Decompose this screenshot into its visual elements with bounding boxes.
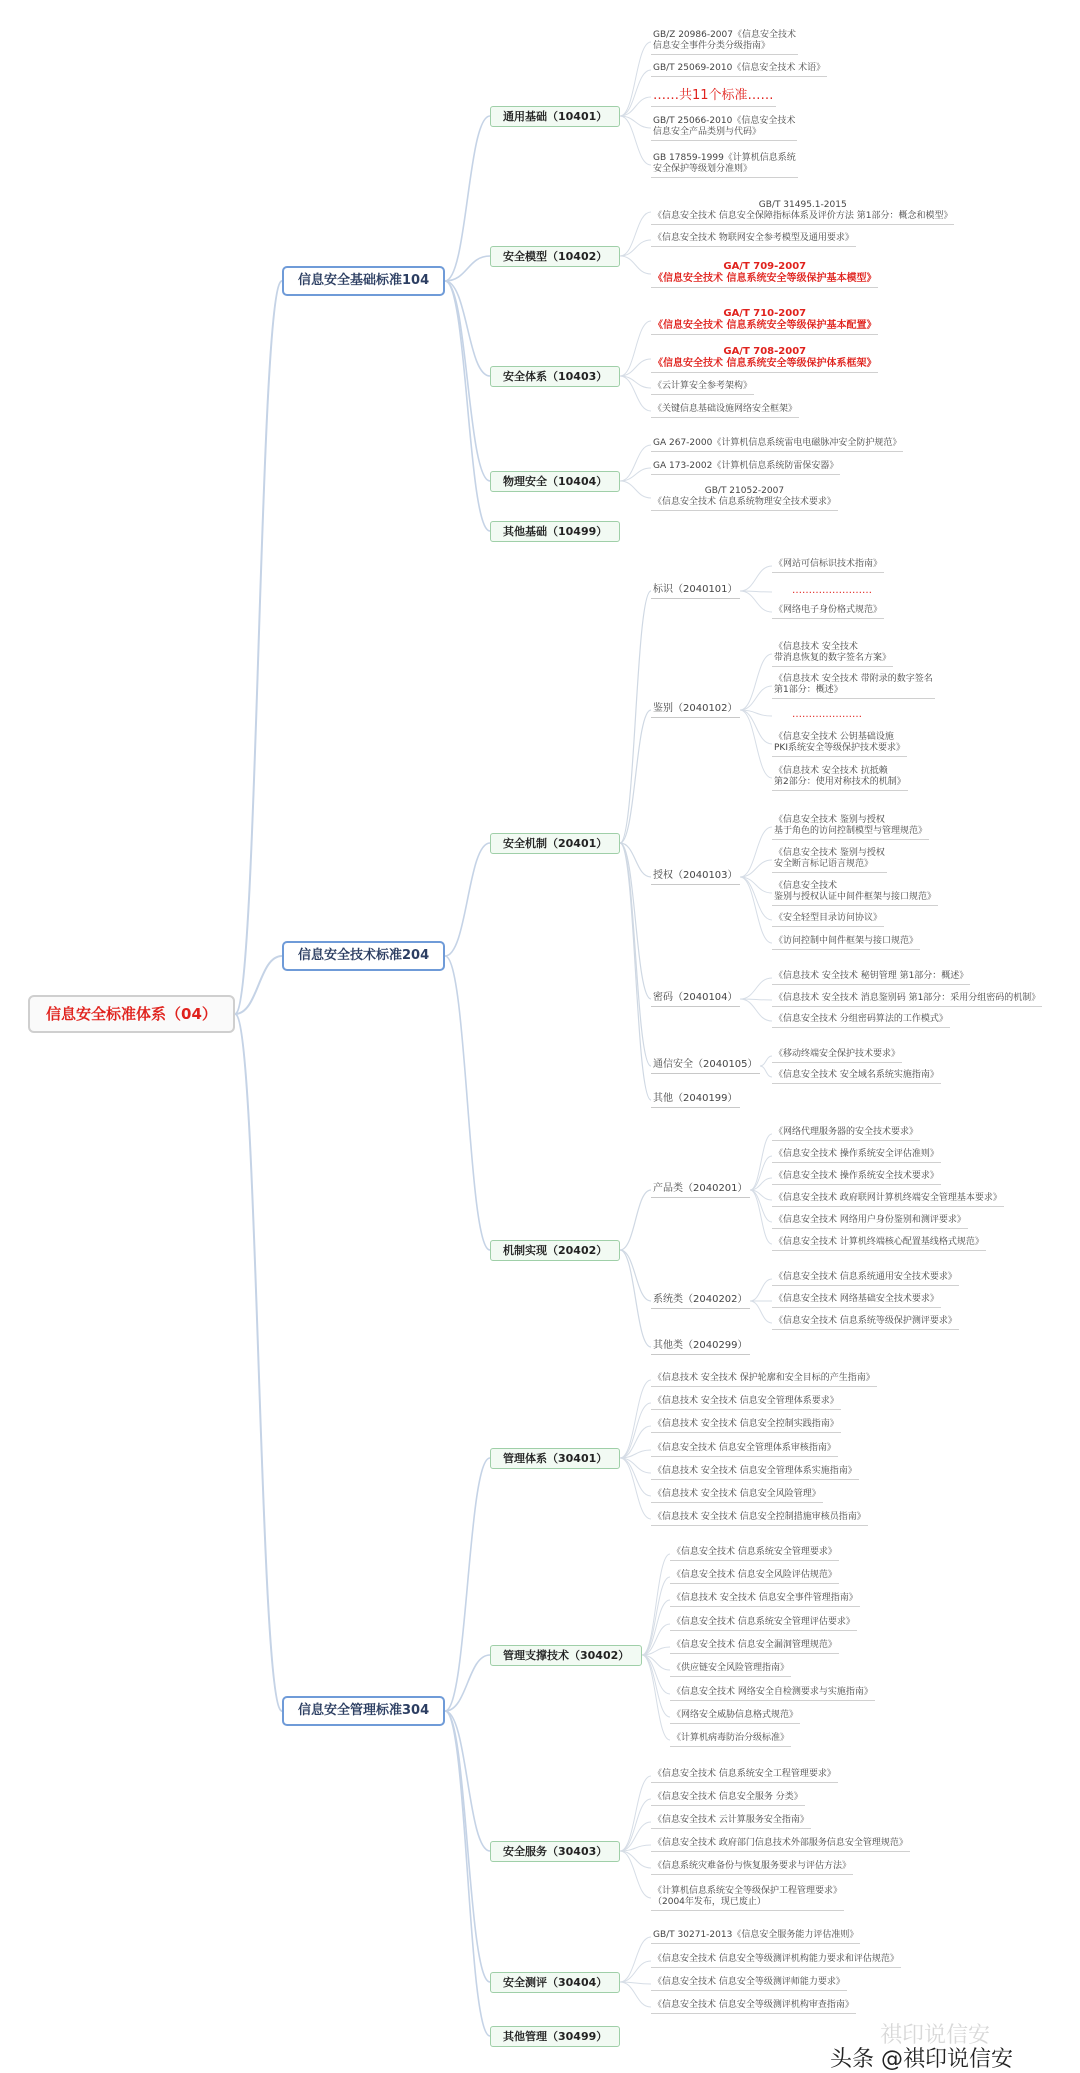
connector-line [750,1190,772,1244]
connector-line [642,1655,670,1717]
connector-line [620,1799,651,1851]
standard-item: 《计算机病毒防治分级标准》 [670,1733,791,1747]
category-node[interactable]: 安全机制（20401） [490,833,620,854]
branch-node[interactable]: 信息安全技术标准204 [282,941,445,971]
connector-line [740,827,772,877]
standard-item: GB/T 25066-2010《信息安全技术 信息安全产品类别与代码》 [651,116,797,141]
connector-line [620,42,651,116]
connector-line [750,1134,772,1190]
connector-line [445,1711,490,2036]
connector-line [620,710,651,843]
connector-line [445,281,490,481]
subcategory-node[interactable]: 标识（2040101） [651,584,740,599]
standard-item: 《信息技术 安全技术 消息鉴别码 第1部分：采用分组密码的机制》 [772,993,1042,1007]
category-node[interactable]: 其他基础（10499） [490,521,620,542]
standard-item: 《安全轻型目录访问协议》 [772,913,884,927]
standard-item: 《信息安全技术 政府联网计算机终端安全管理基本要求》 [772,1193,1004,1207]
standard-item: 《信息安全技术 政府部门信息技术外部服务信息安全管理规范》 [651,1838,910,1852]
connector-line [620,240,651,256]
standard-item: 《信息安全技术 操作系统安全技术要求》 [772,1171,941,1185]
standard-item: 《访问控制中间件框架与接口规范》 [772,936,920,950]
connector-line [760,1066,772,1077]
watermark-faint: 祺印说信安 [880,2023,991,2048]
subcategory-node[interactable]: 鉴别（2040102） [651,703,740,718]
standard-item: 《供应链安全风险管理指南》 [670,1663,791,1677]
standard-item: 《信息安全技术 鉴别与授权 安全断言标记语言规范》 [772,848,887,873]
standard-item: 《网络安全威胁信息格式规范》 [670,1710,800,1724]
standard-item: GA 173-2002《计算机信息系统防雷保安器》 [651,461,840,475]
standard-item: …………………… [792,585,872,596]
standard-item: 《信息安全技术 信息系统通用安全技术要求》 [772,1272,959,1286]
connector-line [642,1577,670,1655]
subcategory-node[interactable]: 其他（2040199） [651,1093,740,1108]
standard-item: 《信息系统灾难备份与恢复服务要求与评估方法》 [651,1861,853,1875]
category-node[interactable]: 其他管理（30499） [490,2026,620,2047]
standard-item: GB/T 25069-2010《信息安全技术 术语》 [651,63,827,77]
connector-line [445,281,490,531]
standard-item: 《信息技术 安全技术 信息安全管理体系要求》 [651,1396,841,1410]
subcategory-node[interactable]: 产品类（2040201） [651,1183,750,1198]
standard-item: 《关键信息基础设施网络安全框架》 [651,404,799,418]
connector-line [620,256,651,274]
connector-line [445,1711,490,1851]
connector-line [620,116,651,165]
standard-item: GB/T 31495.1-2015 《信息安全技术 信息安全保障指标体系及评价方法 第1部分：概念和模型》 [651,200,954,225]
standard-item: ………………… [792,709,862,720]
connector-line [760,1056,772,1066]
standard-item: GA/T 710-2007 《信息安全技术 信息系统安全等级保护基本配置》 [651,308,878,335]
connector-line [235,281,282,1014]
standard-item: 《信息安全技术 网络用户身份鉴别和测评要求》 [772,1215,968,1229]
standard-item: GA/T 709-2007 《信息安全技术 信息系统安全等级保护基本模型》 [651,261,878,288]
standard-item: 《信息安全技术 云计算服务安全指南》 [651,1815,811,1829]
standard-item: GB/Z 20986-2007《信息安全技术 信息安全事件分类分级指南》 [651,30,798,55]
connector-line [740,591,772,612]
standard-item: 《计算机信息系统安全等级保护工程管理要求》 （2004年发布，现已废止） [651,1886,844,1911]
standard-item: 《信息技术 安全技术 秘钥管理 第1部分：概述》 [772,971,970,985]
connector-line [620,212,651,256]
standard-item: 《信息安全技术 鉴别与授权认证中间件框架与接口规范》 [772,881,938,906]
standard-item: 《信息安全技术 信息安全漏洞管理规范》 [670,1640,839,1654]
connector-line [740,877,772,943]
standard-item: 《移动终端安全保护技术要求》 [772,1049,902,1063]
standard-item: 《信息技术 安全技术 信息安全风险管理》 [651,1489,823,1503]
connector-line [620,376,651,411]
standard-item: 《信息安全技术 网络基础安全技术要求》 [772,1294,941,1308]
branch-node[interactable]: 信息安全基础标准104 [282,266,445,296]
standard-item: 《信息安全技术 信息安全风险评估规范》 [670,1570,839,1584]
connector-line [620,591,651,843]
standard-item: 《信息安全技术 信息系统安全管理要求》 [670,1547,839,1561]
standard-item: GB/T 30271-2013《信息安全服务能力评估准则》 [651,1930,860,1944]
connector-line [445,956,490,1250]
connector-line [740,978,772,999]
standard-item: 《信息安全技术 物联网安全参考模型及通用要求》 [651,233,856,247]
connector-line [642,1600,670,1655]
standard-item: 《网站可信标识技术指南》 [772,559,884,573]
standard-item: 《网络电子身份格式规范》 [772,605,884,619]
connector-line [620,1458,651,1519]
connector-line [620,1961,651,1982]
category-node[interactable]: 机制实现（20402） [490,1240,620,1261]
standard-item: 《信息安全技术 信息系统安全管理评估要求》 [670,1617,857,1631]
connector-line [620,1982,651,2007]
category-node[interactable]: 管理支撑技术（30402） [490,1645,642,1666]
connector-line [445,281,490,376]
standard-item: 《信息安全技术 信息安全等级测评机构审查指南》 [651,2000,856,2014]
standard-item: 《信息技术 安全技术 保护轮廓和安全目标的产生指南》 [651,1373,877,1387]
standard-item: 《信息安全技术 分组密码算法的工作模式》 [772,1014,950,1028]
standard-item: GB 17859-1999《计算机信息系统 安全保护等级划分准则》 [651,153,798,178]
category-node[interactable]: 安全体系（10403） [490,366,620,387]
connector-line [740,710,772,778]
subcategory-node[interactable]: 密码（2040104） [651,992,740,1007]
category-node[interactable]: 管理体系（30401） [490,1448,620,1469]
standard-item: 《信息技术 安全技术 抗抵赖 第2部分：使用对称技术的机制》 [772,766,908,791]
standard-item: 《信息安全技术 公钥基础设施 PKI系统安全等级保护技术要求》 [772,732,907,757]
standard-item: 《信息安全技术 网络安全自检测要求与实施指南》 [670,1687,875,1701]
connector-line [620,1851,651,1868]
connector-line [740,999,772,1021]
subcategory-node[interactable]: 其他类（2040299） [651,1340,750,1355]
standard-item: 《信息安全技术 计算机终端核心配置基线格式规范》 [772,1237,986,1251]
root-node[interactable]: 信息安全标准体系（04） [28,995,235,1033]
standard-item: 《信息技术 安全技术 带附录的数字签名 第1部分：概述》 [772,674,935,699]
connector-line [642,1655,670,1740]
subcategory-node[interactable]: 系统类（2040202） [651,1294,750,1309]
connector-line [740,654,772,710]
standard-item: 《信息技术 安全技术 信息安全事件管理指南》 [670,1593,860,1607]
connector-line [445,843,490,956]
standard-item: 《信息安全技术 信息安全等级测评师能力要求》 [651,1977,847,1991]
subcategory-node[interactable]: 授权（2040103） [651,870,740,885]
subcategory-node[interactable]: 通信安全（2040105） [651,1059,760,1074]
standard-item: 《信息安全技术 信息系统等级保护测评要求》 [772,1316,959,1330]
standard-item: 《信息安全技术 信息安全服务 分类》 [651,1792,805,1806]
standard-item: 《信息安全技术 信息安全等级测评机构能力要求和评估规范》 [651,1954,901,1968]
category-node[interactable]: 安全模型（10402） [490,246,620,267]
category-node[interactable]: 安全服务（30403） [490,1841,620,1862]
connector-line [620,1776,651,1851]
standard-item: 《信息安全技术 操作系统安全评估准则》 [772,1149,941,1163]
standard-item: 《信息技术 安全技术 带消息恢复的数字签名方案》 [772,642,893,667]
connector-line [620,1851,651,1898]
connector-line [750,1301,772,1323]
connector-line [740,860,772,877]
standard-item: GB/T 21052-2007 《信息安全技术 信息系统物理安全技术要求》 [651,486,838,511]
connector-line [235,1014,282,1711]
connector-line [620,481,651,498]
connector-line [445,1458,490,1711]
standard-item: 《信息安全技术 信息安全管理体系审核指南》 [651,1443,838,1457]
standard-item: 《网络代理服务器的安全技术要求》 [772,1127,920,1141]
connector-line [750,1279,772,1301]
standard-item: 《信息技术 安全技术 信息安全控制实践指南》 [651,1419,841,1433]
standard-item: 《信息安全技术 鉴别与授权 基于角色的访问控制模型与管理规范》 [772,815,929,840]
connector-line [620,468,651,481]
connector-line [620,445,651,481]
watermark-main: 头条 @祺印说信安 [830,2047,1013,2072]
category-node[interactable]: 物理安全（10404） [490,471,620,492]
connector-line [620,1250,651,1301]
connector-line [620,1380,651,1458]
connector-line [740,710,772,744]
connector-line [740,566,772,591]
connector-line [620,1403,651,1458]
standard-item: 《信息技术 安全技术 信息安全管理体系实施指南》 [651,1466,859,1480]
standard-item: 《信息技术 安全技术 信息安全控制措施审核员指南》 [651,1512,868,1526]
standard-item: ……共11个标准…… [651,88,776,107]
standard-item: GA/T 708-2007 《信息安全技术 信息系统安全等级保护体系框架》 [651,346,878,373]
connector-line [620,1190,651,1250]
branch-node[interactable]: 信息安全管理标准304 [282,1696,445,1726]
connector-line [445,256,490,281]
standard-item: 《云计算安全参考架构》 [651,381,754,395]
standard-item: GA 267-2000《计算机信息系统雷电电磁脉冲安全防护规范》 [651,438,903,452]
connector-line [740,686,772,710]
connector-line [620,843,651,1100]
standard-item: 《信息安全技术 信息系统安全工程管理要求》 [651,1769,838,1783]
standard-item: 《信息安全技术 安全域名系统实施指南》 [772,1070,941,1084]
category-node[interactable]: 安全测评（30404） [490,1972,620,1993]
connector-line [620,1937,651,1982]
connector-line [740,877,772,920]
category-node[interactable]: 通用基础（10401） [490,106,620,127]
